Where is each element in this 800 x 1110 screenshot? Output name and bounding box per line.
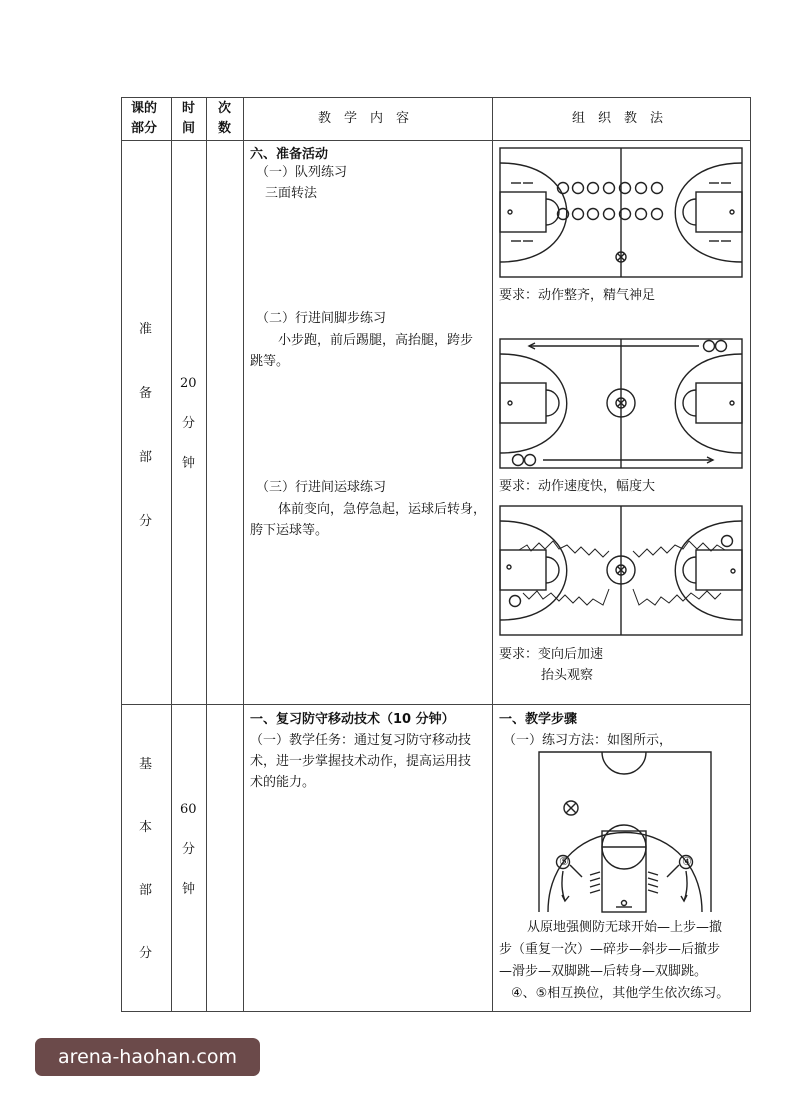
court-diagram-dribbling: [499, 505, 743, 636]
prep-requirement-1: 要求：动作整齐，精气神足: [499, 288, 656, 303]
prep-section-char-3: 部: [139, 450, 153, 465]
main-description-line2: 步（重复一次）—碎步—斜步—后撤步: [499, 942, 721, 957]
watermark-badge: arena-haohan.com: [35, 1038, 260, 1076]
prep-sub2: （二）行进间脚步练习: [256, 311, 387, 326]
prep-requirement-2: 要求：动作速度快，幅度大: [499, 479, 656, 494]
main-task-line2: 术，进一步掌握技术动作，提高运用技: [250, 754, 472, 769]
header-time-line2: 间: [182, 121, 196, 136]
table-top-border: [121, 97, 750, 98]
prep-section-char-1: 准: [139, 322, 153, 337]
main-description-line4: ④、⑤相互换位，其他学生依次练习。: [511, 986, 730, 1001]
court-diagram-footwork: [499, 338, 743, 469]
prep-time-char-2: 钟: [182, 456, 196, 471]
prep-sub3-line2: 胯下运球等。: [250, 523, 329, 538]
main-section-char-3: 部: [139, 883, 153, 898]
header-method: 组 织 教 法: [572, 111, 664, 126]
main-task-line1: （一）教学任务：通过复习防守移动技: [250, 733, 472, 748]
main-section-char-1: 基: [139, 757, 153, 772]
prep-title: 六、准备活动: [250, 147, 329, 162]
main-time-value: 60: [180, 802, 197, 817]
header-content: 教 学 内 容: [318, 111, 410, 126]
prep-sub1: （一）队列练习: [256, 165, 348, 180]
table-col-divider-3: [243, 97, 244, 1012]
player-label-4: ④: [682, 855, 692, 868]
prep-sub1-text: 三面转法: [265, 186, 318, 201]
prep-sub2-line1: 小步跑，前后踢腿，高抬腿，跨步: [278, 333, 474, 348]
court-diagram-defense: [538, 751, 712, 913]
main-task-line3: 术的能力。: [250, 775, 316, 790]
table-col-divider-1: [171, 97, 172, 1012]
main-description-line3: —滑步—双脚跳—后转身—双脚跳。: [499, 964, 708, 979]
table-header-divider: [121, 140, 750, 141]
prep-requirement-3-line2: 抬头观察: [541, 668, 594, 683]
table-bottom-border: [121, 1011, 750, 1012]
main-section-char-4: 分: [139, 946, 153, 961]
table-col-divider-4: [492, 97, 493, 1012]
main-steps-title: 一、教学步骤: [499, 712, 578, 727]
main-section-char-2: 本: [139, 820, 153, 835]
header-section-line2: 部分: [131, 121, 158, 136]
table-left-border: [121, 97, 122, 1012]
main-time-char-1: 分: [182, 842, 196, 857]
table-right-border: [750, 97, 751, 1012]
prep-sub3-line1: 体前变向，急停急起，运球后转身，: [278, 502, 487, 517]
prep-section-char-2: 备: [139, 386, 153, 401]
prep-sub3: （三）行进间运球练习: [256, 480, 387, 495]
prep-sub2-line2: 跳等。: [250, 354, 290, 369]
court-diagram-lineup: [499, 147, 743, 278]
header-time-line1: 时: [182, 101, 196, 116]
header-section-line1: 课的: [131, 101, 158, 116]
main-title: 一、复习防守移动技术（10 分钟）: [250, 712, 455, 727]
header-count-line2: 数: [218, 121, 232, 136]
prep-time-value: 20: [180, 376, 197, 391]
table-row-divider: [121, 704, 750, 705]
main-time-char-2: 钟: [182, 882, 196, 897]
main-method-label: （一）练习方法：如图所示，: [503, 733, 673, 748]
header-count-line1: 次: [218, 101, 232, 116]
prep-requirement-3-line1: 要求：变向后加速: [499, 647, 604, 662]
prep-section-char-4: 分: [139, 514, 153, 529]
table-col-divider-2: [206, 97, 207, 1012]
player-label-5: ⑤: [559, 855, 569, 868]
main-description-line1: 从原地强侧防无球开始—上步—撤: [527, 920, 723, 935]
prep-time-char-1: 分: [182, 416, 196, 431]
